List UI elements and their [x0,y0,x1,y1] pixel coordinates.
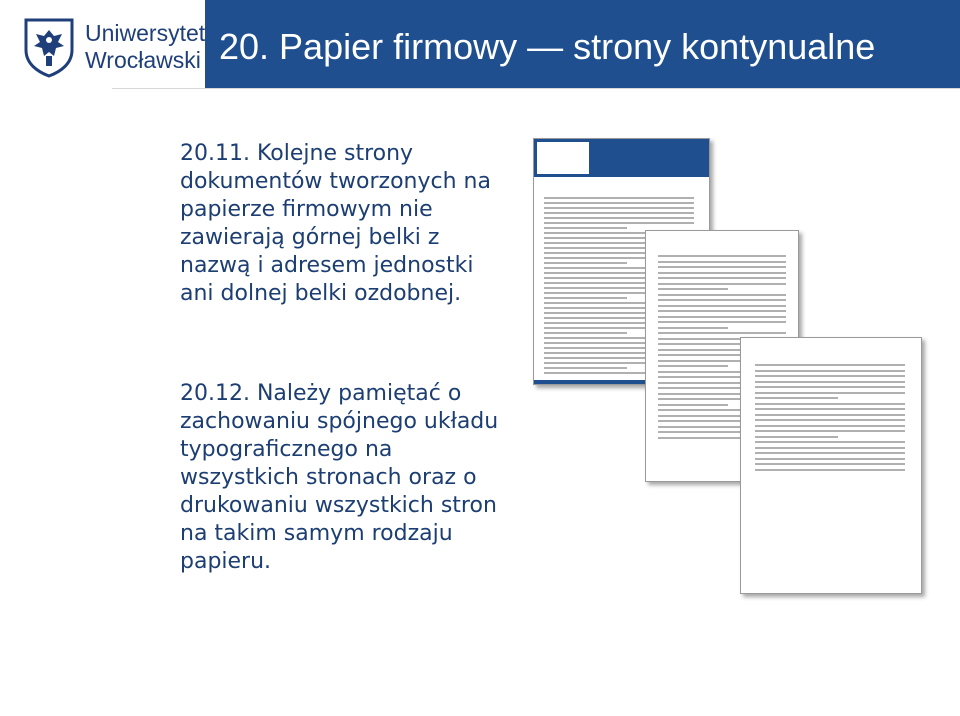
placeholder-text-line [755,436,838,438]
placeholder-text-line [544,262,627,264]
placeholder-text-line [658,261,786,263]
placeholder-text-line [755,381,905,383]
logo-line2: Wrocławski [85,47,201,73]
left-margin [0,88,112,716]
paragraph-2: 20.12. Należy pamiętać o zachowaniu spójnego układu typograficznego na wszystkich stronach oraz o drukowaniu wszystkich stron na takim samym rodzaju papieru. [180,381,499,574]
placeholder-text-line [658,255,786,257]
placeholder-text-line [658,305,786,307]
divider [112,88,960,89]
placeholder-text-line [755,403,905,405]
letterhead-band [534,139,709,177]
placeholder-text-line [658,288,728,290]
placeholder-text-line [544,297,627,299]
placeholder-text-line [755,463,905,465]
placeholder-text-line [544,332,627,334]
document-page-third [740,337,922,594]
placeholder-text-line [755,408,905,410]
placeholder-text-line [658,283,786,285]
placeholder-text-line [755,414,905,416]
placeholder-text-line [755,370,905,372]
placeholder-text-line [544,217,694,219]
placeholder-text-line [544,227,627,229]
letterhead-logo-box [537,142,589,174]
placeholder-text-line [755,458,905,460]
placeholder-text-line [658,266,786,268]
logo-line1: Uniwersytet [85,20,206,46]
placeholder-text-line [755,419,905,421]
university-logo [0,0,205,88]
placeholder-text-line [658,310,786,312]
placeholder-text-line [658,365,728,367]
placeholder-text-line [544,367,627,369]
placeholder-text-line [658,316,786,318]
placeholder-text-line [755,441,905,443]
placeholder-text-line [658,404,728,406]
slide-header [0,0,960,88]
placeholder-text-line [755,452,905,454]
placeholder-text-line [755,397,838,399]
eagle-crest-icon [22,16,76,78]
placeholder-text-line [658,277,786,279]
placeholder-text-line [658,299,786,301]
placeholder-text-line [544,222,694,224]
placeholder-text-line [755,364,905,366]
placeholder-text-line [755,447,905,449]
title-bar [205,0,960,88]
placeholder-text-line [658,327,728,329]
placeholder-text-line [755,469,905,471]
placeholder-text-line [544,212,694,214]
placeholder-text-line [755,430,905,432]
logo-text [85,20,205,74]
placeholder-text-line [544,207,694,209]
placeholder-text-line [544,202,694,204]
placeholder-text-line [658,294,786,296]
placeholder-text-line [544,197,694,199]
placeholder-text-line [658,332,786,334]
paragraph-1: 20.11. Kolejne strony dokumentów tworzonych na papierze firmowym nie zawierają górnej belki z nazwą i adresem jednostki ani dolnej belki ozdobnej. [180,141,491,306]
placeholder-text-line [755,375,905,377]
slide-title: 20. Papier firmowy — strony kontynualne [219,26,876,67]
placeholder-text-line [658,321,786,323]
placeholder-text-line [658,272,786,274]
placeholder-text-line [755,386,905,388]
placeholder-text-line [755,392,905,394]
placeholder-text-line [755,425,905,427]
